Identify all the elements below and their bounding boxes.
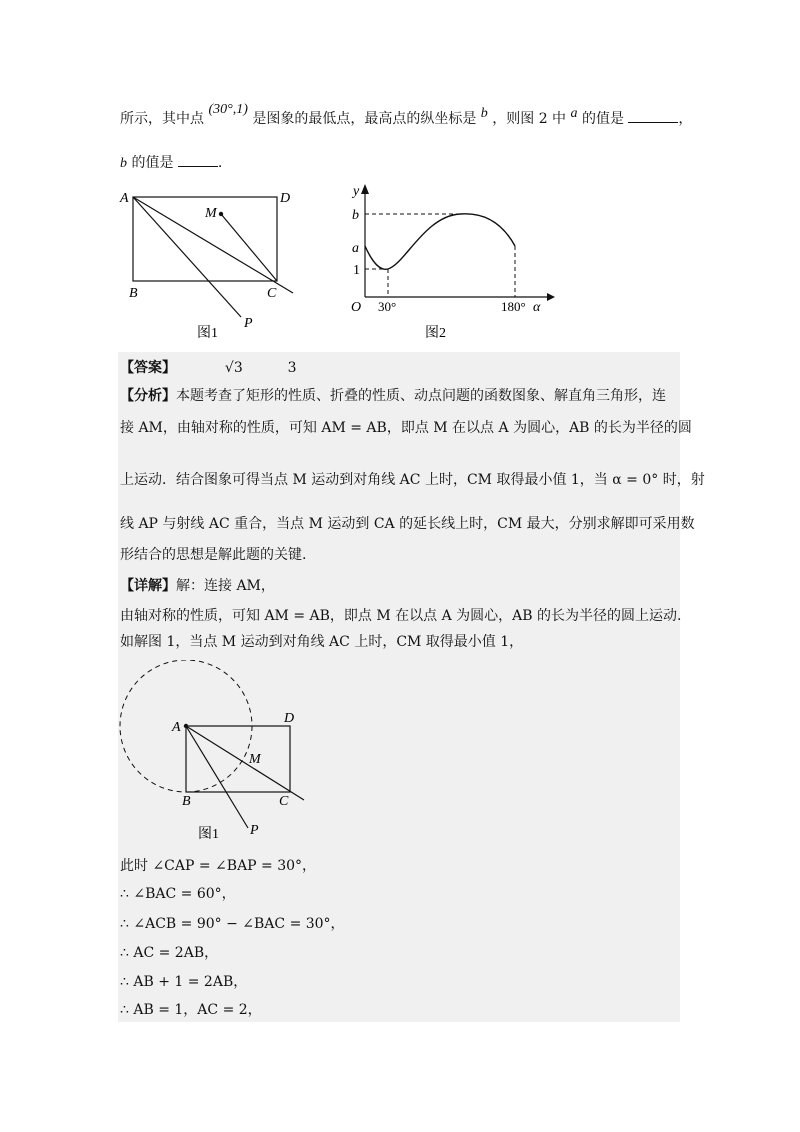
tick-30: 30° <box>378 299 397 314</box>
detail-line-2 <box>120 606 681 626</box>
answer-blank-b[interactable] <box>178 152 218 167</box>
label-A: A <box>172 720 181 735</box>
answer-line <box>120 358 297 378</box>
axis-label-y: y <box>353 184 360 199</box>
analysis-line-5 <box>120 545 306 565</box>
analysis-line-2 <box>120 418 692 438</box>
question-line-1 <box>120 102 693 130</box>
analysis-text: 形结合的思想是解此题的关键. <box>120 547 307 563</box>
figure-1-caption: 图1 <box>197 326 218 341</box>
step-line <box>120 914 345 934</box>
analysis-text: 接 AM，由轴对称的性质，可知 AM = AB，即点 M 在以点 A 为圆心，AB 的长为半径的圆 <box>120 420 692 436</box>
detail-line-1 <box>120 576 275 596</box>
punctuation: ， <box>678 111 693 127</box>
answer-value-2: 3 <box>287 360 297 376</box>
tick-180: 180° <box>501 299 526 314</box>
question-text: 所示，其中点 <box>120 111 204 127</box>
step-text: 此时 ∠CAP = ∠BAP = 30°， <box>120 858 317 874</box>
detail-line-3 <box>120 632 523 652</box>
label-D: D <box>280 191 291 206</box>
axis-label-alpha: α <box>533 300 541 315</box>
label-B: B <box>182 794 191 809</box>
lowest-point-coord: (30°,1) <box>208 102 248 117</box>
step-line <box>120 856 316 876</box>
label-a: a <box>352 241 359 256</box>
label-A: A <box>120 191 129 206</box>
answer-blank-a[interactable] <box>628 108 678 123</box>
label-1: 1 <box>353 263 360 278</box>
detail-text: 解：连接 AM， <box>176 578 275 594</box>
detail-label: 【详解】 <box>120 578 176 594</box>
label-C: C <box>267 286 277 301</box>
answer-label: 【答案】 <box>120 360 176 376</box>
label-M: M <box>249 752 261 767</box>
question-text: ，则图 2 中 <box>492 111 567 127</box>
analysis-label: 【分析】 <box>120 388 176 404</box>
step-text: ∴ AB + 1 = 2AB， <box>120 974 248 990</box>
figure-2-caption: 图2 <box>425 326 446 341</box>
label-B: B <box>129 286 138 301</box>
detail-text: 如解图 1，当点 M 运动到对角线 AC 上时，CM 取得最小值 1， <box>120 634 524 650</box>
label-P: P <box>250 823 259 838</box>
analysis-line-4 <box>120 514 695 534</box>
figure-1-diagram <box>115 185 315 345</box>
label-M: M <box>205 206 217 221</box>
figure-2-graph <box>335 180 555 345</box>
question-text: 的值是 <box>131 155 174 171</box>
punctuation: . <box>217 155 223 171</box>
step-text: ∴ AB = 1，AC = 2， <box>120 1002 262 1018</box>
analysis-text: 上运动．结合图象可得当点 M 运动到对角线 AC 上时，CM 取得最小值 1，当 α = 0° 时，射 <box>120 472 705 488</box>
question-text: 的值是 <box>581 111 624 127</box>
step-line <box>120 943 218 963</box>
answer-value-1: √3 <box>224 360 243 376</box>
step-line <box>120 884 236 904</box>
label-D: D <box>284 711 295 726</box>
step-text: ∴ ∠BAC = 60°， <box>120 886 236 902</box>
question-line-2 <box>120 152 222 174</box>
label-C: C <box>279 794 289 809</box>
var-b: b <box>480 106 488 121</box>
solution-figure-caption: 图1 <box>198 827 219 842</box>
step-line <box>120 1000 262 1020</box>
solution-figure <box>118 660 328 845</box>
step-line <box>120 972 247 992</box>
var-b: b <box>120 156 127 171</box>
question-text: 是图象的最低点，最高点的纵坐标是 <box>252 111 477 127</box>
step-text: ∴ ∠ACB = 90° − ∠BAC = 30°， <box>120 916 345 932</box>
analysis-line-3 <box>120 470 705 490</box>
analysis-text: 线 AP 与射线 AC 重合，当点 M 运动到 CA 的延长线上时，CM 最大，分别求解即可采用数 <box>120 516 695 532</box>
analysis-line-1 <box>120 386 666 406</box>
label-b: b <box>352 208 359 223</box>
var-a: a <box>570 106 578 121</box>
label-O: O <box>351 300 362 315</box>
step-text: ∴ AC = 2AB， <box>120 945 219 961</box>
detail-text: 由轴对称的性质，可知 AM = AB，即点 M 在以点 A 为圆心，AB 的长为半径的圆上运动. <box>120 608 682 624</box>
label-P: P <box>244 316 253 331</box>
analysis-text: 本题考查了矩形的性质、折叠的性质、动点问题的函数图象、解直角三角形，连 <box>176 388 666 404</box>
